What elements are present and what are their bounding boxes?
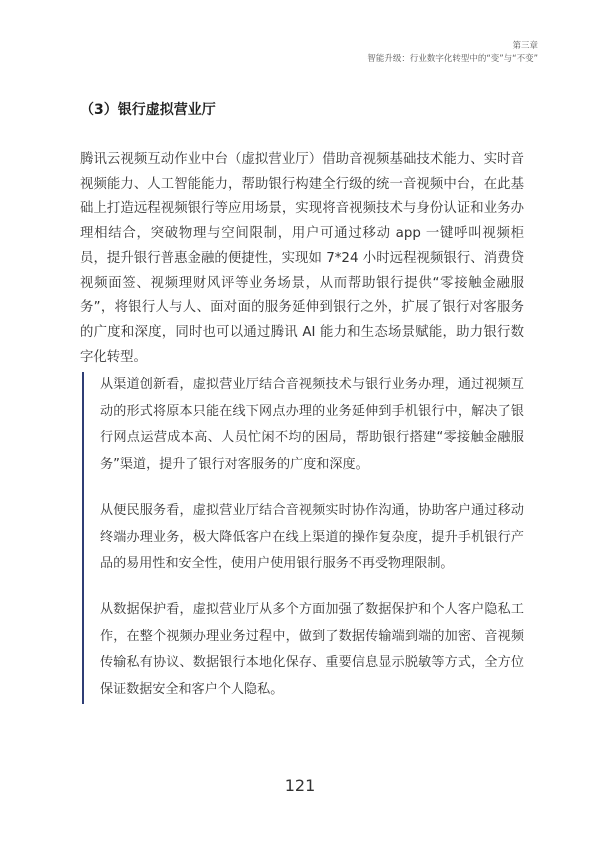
quote-paragraph-channel: 从渠道创新看，虚拟营业厅结合音视频技术与银行业务办理，通过视频互动的形式将原本只能在线下网点办理的业务延伸到手机银行中，解决了银行网点运营成本高、人员忙闲不均的困局，帮助银行搭建“零接触金融服务”渠道，提升了银行对客服务的广度和深度。 <box>100 377 524 472</box>
intro-paragraph: 腾讯云视频互动作业中台（虚拟营业厅）借助音视频基础技术能力、实时音视频能力、人工智能能力，帮助银行构建全行级的统一音视频中台，在此基础上打造远程视频银行等应用场景，实现将音视频技术与身份认证和业务办理相结合，突破物理与空间限制，用户可通过移动 app 一键呼叫视频柜员，提升银行普惠金融的便捷性，实现如 7*24 小时远程视频银行、消费贷视频面签、视频理财风评等业务场景，从而帮助银行提供“零接触金融服务”，将银行人与人、面对面的服务延伸到银行之外，扩展了银行对客服务的广度和深度，同时也可以通过腾讯 AI 能力和生态场景赋能，助力银行数字化转型。 <box>80 152 524 365</box>
section-heading: （3）银行虚拟营业厅 <box>80 102 216 118</box>
quote-paragraph-privacy: 从数据保护看，虚拟营业厅从多个方面加强了数据保护和个人客户隐私工作，在整个视频办理业务过程中，做到了数据传输端到端的加密、音视频传输私有协议、数据银行本地化保存、重要信息显示脱敏等方式，全方位保证数据安全和客户个人隐私。 <box>100 602 524 697</box>
chapter-subtitle: 智能升级：行业数字化转型中的“变”与“不变” <box>367 54 538 64</box>
running-header <box>367 40 538 66</box>
chapter-label: 第三章 <box>512 41 538 51</box>
page-number: 121 <box>284 776 316 795</box>
quote-bar <box>82 372 84 704</box>
quote-paragraph-service: 从便民服务看，虚拟营业厅结合音视频实时协作沟通，协助客户通过移动终端办理业务，极大降低客户在线上渠道的操作复杂度，提升手机银行产品的易用性和安全性，使用户使用银行服务不再受物理限制。 <box>100 503 524 571</box>
